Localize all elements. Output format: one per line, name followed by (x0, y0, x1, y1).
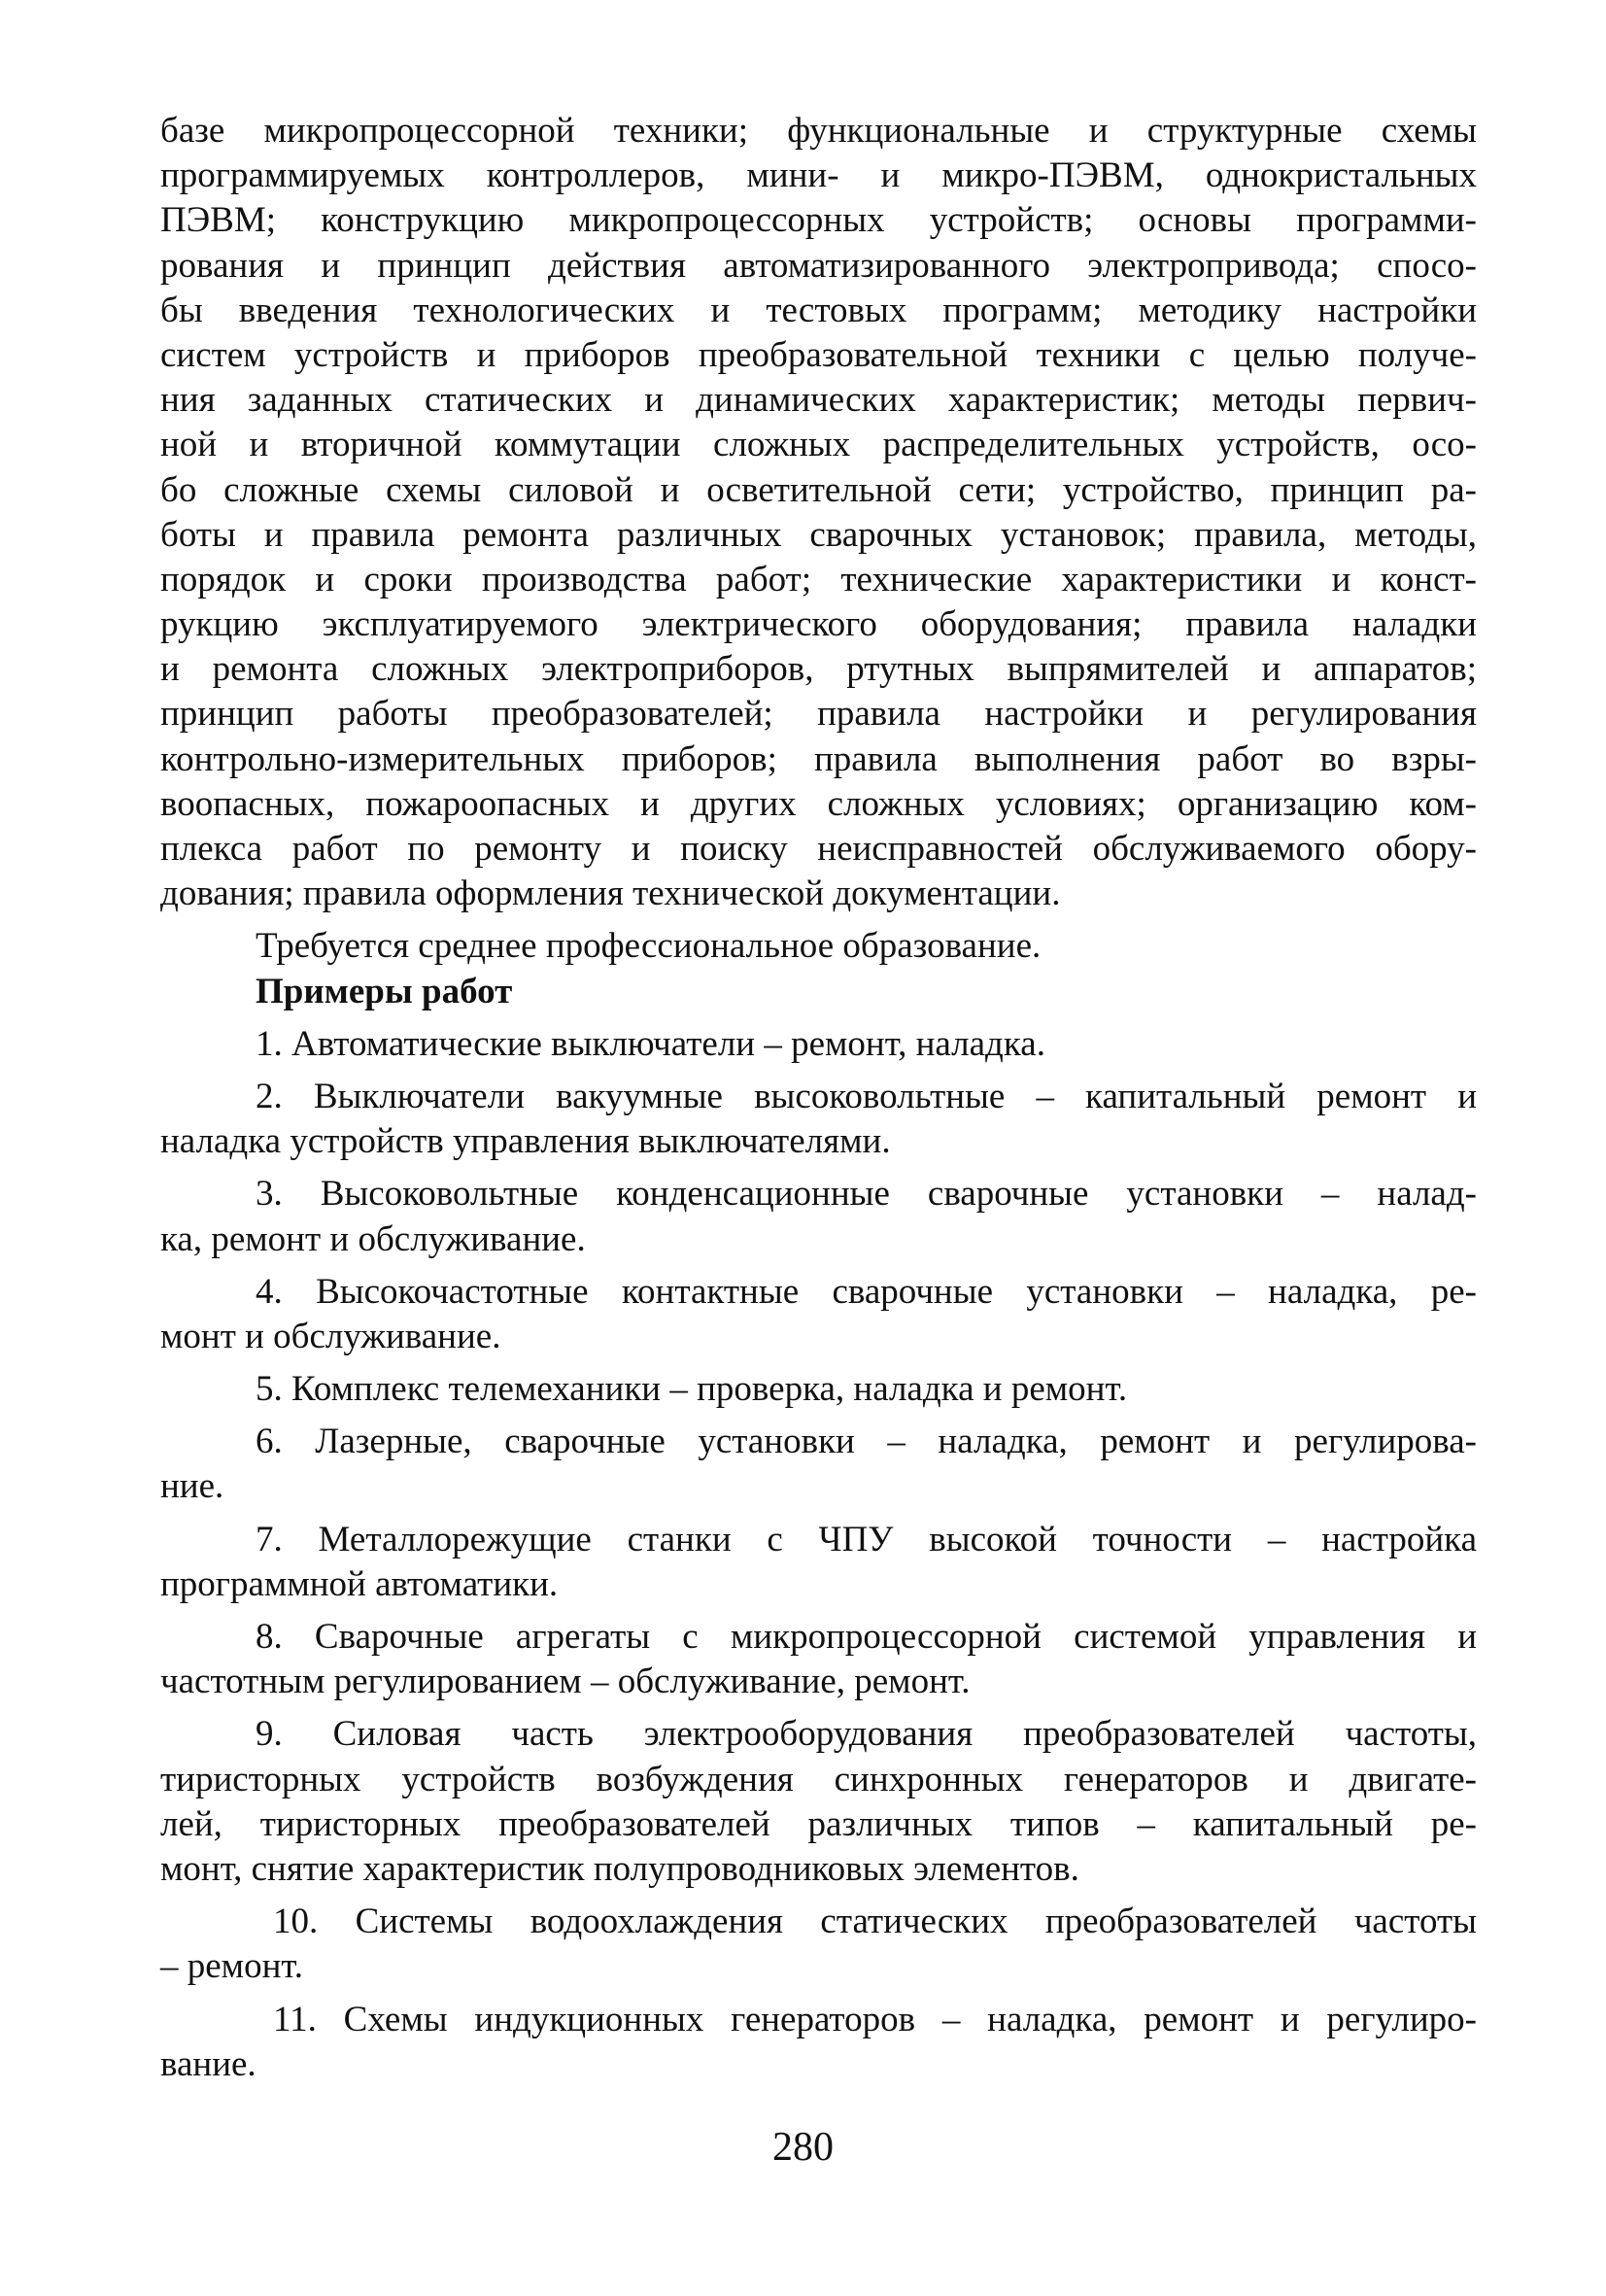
text-line: ния заданных статических и динамических характеристик; методы первич- (160, 380, 1477, 421)
list-item (160, 1712, 1477, 1892)
text-line: и ремонта сложных электроприборов, ртутных выпрямителей и аппаратов; (160, 649, 1477, 690)
paragraph-education (160, 924, 1477, 969)
heading-examples: Примеры работ (256, 971, 513, 1011)
text-line: 9. Силовая часть электрооборудования преобразователей частоты, (256, 1714, 1477, 1755)
text-line: рования и принцип действия автоматизированного электропривода; спосо- (160, 245, 1477, 286)
text-line: 6. Лазерные, сварочные установки – наладка, ремонт и регулирова- (256, 1422, 1477, 1462)
text-line: тиристорных устройств возбуждения синхронных генераторов и двигате- (160, 1759, 1477, 1799)
text-line: бо сложные схемы силовой и осветительной сети; устройство, принцип ра- (160, 469, 1477, 510)
text-line: воопасных, пожароопасных и других сложных условиях; организацию ком- (160, 783, 1477, 824)
list-item (160, 1518, 1477, 1607)
list-item (160, 1998, 1477, 2087)
list-item (160, 1900, 1477, 1989)
text-line: – ремонт. (160, 1946, 304, 1987)
text-line: ка, ремонт и обслуживание. (160, 1218, 586, 1259)
text-line: наладка устройств управления выключателями. (160, 1121, 891, 1162)
text-line: ной и вторичной коммутации сложных распределительных устройств, осо- (160, 425, 1477, 465)
text-line: 4. Высокочастотные контактные сварочные установки – наладка, ре- (256, 1271, 1477, 1312)
text-line: базе микропроцессорной техники; функциональные и структурные схемы (160, 111, 1477, 151)
text-line: 5. Комплекс телемеханики – проверка, наладка и ремонт. (256, 1369, 1128, 1410)
text-line: 10. Системы водоохлаждения статических преобразователей частоты (273, 1902, 1477, 1942)
section-heading (160, 970, 1477, 1014)
text-line: контрольно-измерительных приборов; правила выполнения работ во взры- (160, 738, 1477, 779)
text-line: бы введения технологических и тестовых программ; методику настройки (160, 290, 1477, 330)
text-line: ние. (160, 1466, 224, 1507)
text-line: 2. Выключатели вакуумные высоковольтные – капитальный ремонт и (256, 1076, 1477, 1116)
list-item (160, 1270, 1477, 1359)
text-line: частотным регулированием – обслуживание, ремонт. (160, 1662, 971, 1702)
text-line: дования; правила оформления технической документации. (160, 874, 1061, 914)
document-body (160, 109, 1477, 2087)
text-line: монт и обслуживание. (160, 1316, 501, 1356)
text-line: ПЭВМ; конструкцию микропроцессорных устройств; основы программи- (160, 200, 1477, 241)
list-item (160, 1075, 1477, 1164)
text-line: принцип работы преобразователей; правила настройки и регулирования (160, 694, 1477, 735)
text-line: 3. Высоковольтные конденсационные сварочные установки – налад- (256, 1174, 1477, 1215)
page-number: 280 (772, 2125, 834, 2170)
text-line: вание. (160, 2043, 256, 2084)
list-item (160, 1367, 1477, 1412)
text-line: 11. Схемы индукционных генераторов – наладка, ремонт и регулиро- (273, 1999, 1477, 2039)
text-line: 7. Металлорежущие станки с ЧПУ высокой точности – настройка (256, 1519, 1477, 1559)
paragraph-intro (160, 109, 1477, 916)
text-line: боты и правила ремонта различных сварочных установок; правила, методы, (160, 514, 1477, 555)
list-item (160, 1615, 1477, 1704)
text-line: плекса работ по ремонту и поиску неисправностей обслуживаемого обору- (160, 829, 1477, 869)
text-line: Требуется среднее профессиональное образование. (256, 926, 1042, 967)
text-line: монт, снятие характеристик полупроводниковых элементов. (160, 1848, 1079, 1889)
text-line: программной автоматики. (160, 1563, 559, 1604)
text-line: порядок и сроки производства работ; технические характеристики и конст- (160, 559, 1477, 600)
text-line: систем устройств и приборов преобразовательной техники с целью получе- (160, 334, 1477, 375)
list-item (160, 1420, 1477, 1509)
list-item (160, 1022, 1477, 1067)
text-line: рукцию эксплуатируемого электрического оборудования; правила наладки (160, 604, 1477, 645)
text-line: программируемых контроллеров, мини- и микро-ПЭВМ, однокристальных (160, 155, 1477, 196)
list-item (160, 1172, 1477, 1261)
text-line: 1. Автоматические выключатели – ремонт, наладка. (256, 1023, 1045, 1064)
text-line: 8. Сварочные агрегаты с микропроцессорной системой управления и (256, 1617, 1477, 1657)
text-line: лей, тиристорных преобразователей различных типов – капитальный ре- (160, 1803, 1477, 1844)
